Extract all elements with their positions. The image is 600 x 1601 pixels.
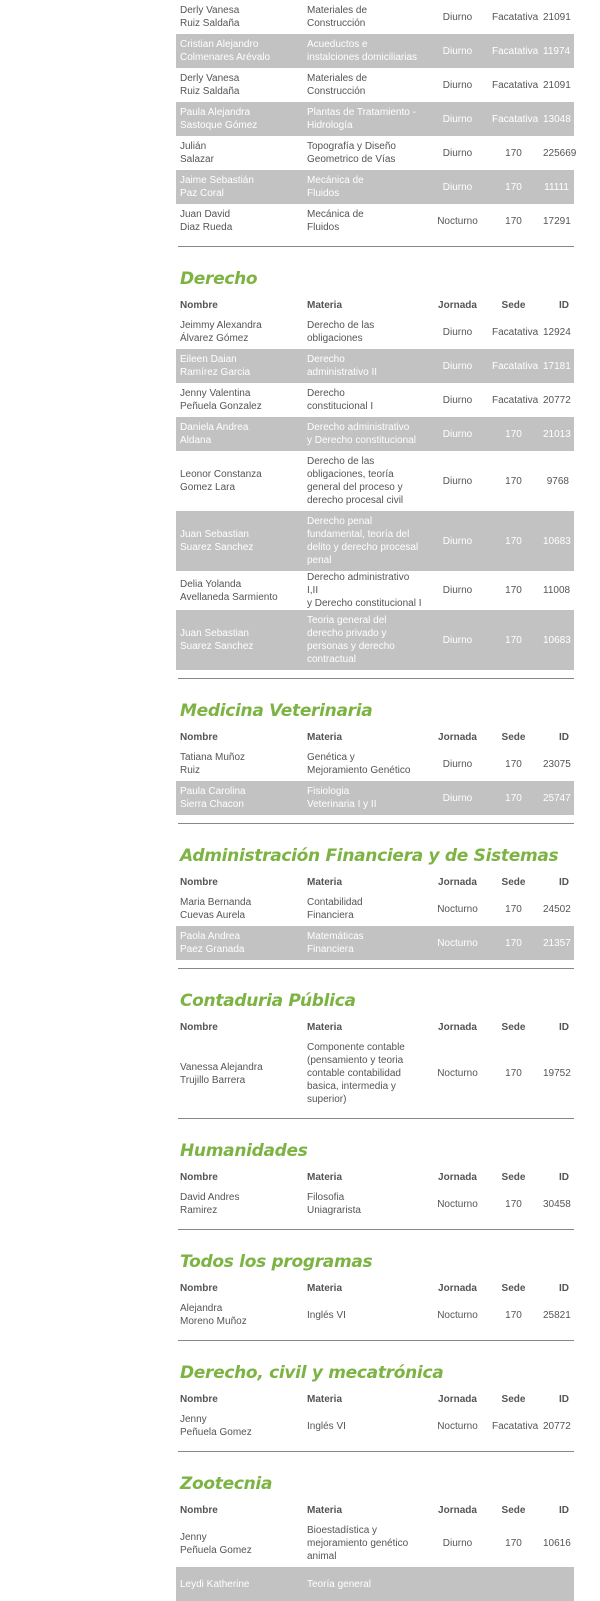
cell-jornada: Diurno [427,349,488,383]
section-gap [176,247,574,257]
table-header [176,291,574,315]
header-jornada: Jornada [438,1171,477,1183]
cell-sede: 170 [505,903,522,915]
cell-materia: Teoria general del derecho privado y personas y derecho contractual [303,610,427,670]
header-jornada: Jornada [438,299,477,311]
cell-materia: Genética y Mejoramiento Genético [307,752,411,776]
cell-jornada: Diurno [442,758,473,770]
table-row [176,926,574,960]
header-id: ID [559,731,569,743]
cell-jornada: Diurno [427,102,488,136]
cell-id: 21357 [539,926,574,960]
header-id: ID [559,1021,569,1033]
table-row [176,1520,574,1567]
table-row [176,349,574,383]
table-header [176,723,574,747]
cell-nombre: Derly Vanesa Ruiz Saldaña [180,73,240,97]
cell-materia: Mecánica de Fluidos [307,209,364,233]
table-row [176,170,574,204]
table-row [176,315,574,349]
cell-sede: Facatativa [488,102,539,136]
header-materia: Materia [307,1393,343,1405]
cell-sede: 170 [488,511,539,571]
cell-id: 25747 [539,781,574,815]
cell-nombre: Julián Salazar [180,141,214,165]
cell-materia: Acueductos e instalciones domiciliarias [303,34,427,68]
header-id: ID [559,1393,569,1405]
cell-id: 20772 [543,394,571,406]
cell-jornada: Diurno [442,326,473,338]
cell-nombre: Jenny Peñuela Gomez [180,1414,252,1438]
cell-sede: 170 [505,215,522,227]
tutor-table [176,0,577,238]
cell-sede: 170 [488,781,539,815]
row-gap [176,960,574,968]
cell-id: 11008 [543,585,571,596]
section-gap [176,1230,574,1240]
cell-jornada: Diurno [427,610,488,670]
section-title: Medicina Veterinaria [180,701,373,721]
cell-materia: Inglés VI [307,1309,346,1321]
cell-sede: Facatativa [492,11,539,23]
table-header [176,868,574,892]
cell-nombre: Vanessa Alejandra Trujillo Barrera [180,1061,263,1086]
tutor-table [176,291,574,670]
cell-jornada: Diurno [442,147,473,159]
cell-nombre: David Andres Ramirez [180,1192,240,1216]
header-sede: Sede [501,876,526,888]
cell-id: 25821 [543,1309,571,1321]
cell-nombre: Cristian Alejandro Colmenares Arévalo [176,34,303,68]
header-nombre: Nombre [180,1171,218,1183]
cell-jornada: Diurno [442,475,473,487]
cell-id: 21091 [543,79,571,91]
table-header [176,1274,574,1298]
cell-id: 19752 [543,1068,571,1079]
table-row [176,34,574,68]
cell-materia: Derecho administrativo y Derecho constitucional [303,417,427,451]
header-nombre: Nombre [180,1504,218,1516]
header-nombre: Nombre [180,876,218,888]
cell-jornada: Nocturno [437,215,478,227]
cell-materia: Bioestadística y mejoramiento genético animal [307,1525,409,1562]
header-id: ID [559,1171,569,1183]
section-title: Todos los programas [180,1252,373,1272]
cell-jornada: Diurno [427,34,488,68]
cell-nombre: Tatiana Muñoz Ruiz [180,752,246,776]
cell-nombre: Leydi Katherine [176,1567,303,1601]
cell-sede: 170 [505,1309,522,1321]
tutor-table [176,1496,574,1601]
table-row [176,102,574,136]
program-section [176,247,574,679]
cell-materia: Derecho de las obligaciones, teoría general del proceso y derecho procesal civil [307,456,404,506]
program-section [176,1119,574,1230]
cell-id: 17291 [543,215,571,227]
table-row [176,204,574,238]
table-row [176,892,574,926]
header-id: ID [559,1504,569,1516]
section-gap [176,679,574,689]
table-row [176,781,574,815]
header-sede: Sede [501,1171,526,1183]
table-row [176,0,574,34]
cell-id: 225669 [543,147,577,159]
cell-jornada: Nocturno [437,1420,478,1432]
header-materia: Materia [307,1504,343,1516]
cell-nombre: Paola Andrea Paez Granada [176,926,303,960]
table-row [176,1298,574,1332]
table-header [176,1385,574,1409]
header-id: ID [559,876,569,888]
cell-materia: Mecánica de Fluidos [303,170,427,204]
cell-jornada: Diurno [427,417,488,451]
cell-nombre: Jenny Peñuela Gomez [180,1531,252,1556]
cell-materia: Plantas de Tratamiento - Hidrología [303,102,427,136]
cell-nombre: Jenny Valentina Peñuela Gonzalez [180,388,262,412]
header-nombre: Nombre [180,731,218,743]
cell-sede: 170 [505,147,522,159]
cell-nombre: Paula Alejandra Sastoque Gómez [176,102,303,136]
header-materia: Materia [307,299,343,311]
cell-sede: 170 [488,926,539,960]
cell-jornada: Nocturno [437,1068,478,1079]
row-gap [176,815,574,823]
cell-id: 10683 [539,511,574,571]
section-title: Zootecnia [180,1474,273,1494]
cell-sede: 170 [505,1068,522,1079]
header-sede: Sede [501,1393,526,1405]
cell-jornada: Diurno [442,1538,473,1549]
header-jornada: Jornada [438,876,477,888]
table-row [176,451,574,511]
cell-id: 20772 [543,1420,571,1432]
cell-id: 12924 [543,326,571,338]
table-row [176,1037,574,1110]
cell-jornada: Nocturno [437,903,478,915]
cell-sede: 170 [488,417,539,451]
tutor-table [176,1163,574,1221]
program-section [176,679,574,824]
cell-nombre: Maria Bernanda Cuevas Aurela [180,897,252,921]
header-materia: Materia [307,731,343,743]
cell-jornada: Diurno [442,585,473,596]
cell-id: 17181 [539,349,574,383]
row-gap [176,238,574,246]
cell-sede: 170 [505,475,522,487]
header-materia: Materia [307,1171,343,1183]
cell-materia: Derecho constitucional I [307,388,374,412]
cell-sede: Facatativa [488,34,539,68]
program-section [176,1230,574,1341]
row-gap [176,1443,574,1451]
table-row [176,417,574,451]
table-header [176,1496,574,1520]
section-title: Humanidades [180,1141,308,1161]
cell-jornada: Diurno [427,170,488,204]
section-gap [176,824,574,834]
header-nombre: Nombre [180,1021,218,1033]
cell-id: 10683 [539,610,574,670]
section-gap [176,969,574,979]
cell-materia: Topografía y Diseño Geometrico de Vías [307,141,396,165]
cell-sede: Facatativa [492,326,539,338]
program-section [176,1452,574,1601]
header-nombre: Nombre [180,1282,218,1294]
cell-materia: Derecho administrativo II [303,349,427,383]
cell-sede: 170 [488,170,539,204]
header-jornada: Jornada [438,1504,477,1516]
cell-materia: Componente contable (pensamiento y teoria contable contabilidad basica, intermedia y superior) [307,1042,405,1105]
header-sede: Sede [501,299,526,311]
table-header [176,1163,574,1187]
cell-sede: 170 [488,610,539,670]
section-gap [176,1341,574,1351]
cell-id: 21091 [543,11,571,23]
cell-materia: Derecho de las obligaciones [307,320,375,344]
cell-id: 23075 [543,758,571,770]
cell-id: 11974 [539,34,574,68]
header-jornada: Jornada [438,1021,477,1033]
cell-materia: Inglés VI [307,1420,346,1432]
header-nombre: Nombre [180,299,218,311]
program-section [176,969,574,1119]
cell-materia: Teoría general [303,1567,427,1601]
cell-jornada [427,1567,488,1601]
header-nombre: Nombre [180,1393,218,1405]
cell-materia: Materiales de Construcción [307,73,368,97]
cell-nombre: Daniela Andrea Aldana [176,417,303,451]
program-section [176,824,574,969]
cell-id: 30458 [543,1198,571,1210]
header-sede: Sede [501,731,526,743]
row-gap [176,1110,574,1118]
cell-materia: Materiales de Construcción [307,5,368,29]
header-sede: Sede [501,1282,526,1294]
section-title: Administración Financiera y de Sistemas [180,846,559,866]
header-jornada: Jornada [438,1393,477,1405]
table-header [176,1013,574,1037]
row-gap [176,670,574,678]
header-id: ID [559,299,569,311]
cell-id: 10616 [543,1538,571,1549]
cell-nombre: Derly Vanesa Ruiz Saldaña [180,5,240,29]
cell-nombre: Juan Sebastian Suarez Sanchez [176,610,303,670]
row-gap [176,1332,574,1340]
cell-id [539,1567,574,1601]
cell-sede: 170 [505,758,522,770]
table-row [176,1187,574,1221]
cell-sede: Facatativa [488,349,539,383]
cell-materia: Derecho administrativo I,II y Derecho constitucional I [307,572,422,609]
cell-nombre: Leonor Constanza Gomez Lara [180,469,262,493]
cell-jornada: Nocturno [437,1309,478,1321]
tutor-directory [176,0,577,1601]
table-row [176,136,574,170]
table-row [176,1567,574,1601]
cell-jornada: Diurno [442,394,473,406]
section-gap [176,1119,574,1129]
table-row [176,511,574,571]
tutor-table [176,723,574,815]
tutor-table [176,1013,574,1110]
section-title: Contaduria Pública [180,991,356,1011]
program-section [176,0,577,247]
table-row [176,571,574,610]
cell-id: 11111 [539,170,574,204]
cell-id: 9768 [546,475,569,487]
table-row [176,747,574,781]
table-row [176,383,574,417]
cell-materia: Derecho penal fundamental, teoría del delito y derecho procesal penal [303,511,427,571]
header-id: ID [559,1282,569,1294]
cell-nombre: Juan Sebastian Suarez Sanchez [176,511,303,571]
cell-nombre: Delia Yolanda Avellaneda Sarmiento [180,578,278,603]
cell-sede: 170 [505,1198,522,1210]
table-row [176,1409,574,1443]
cell-nombre: Eileen Daian Ramírez Garcia [176,349,303,383]
cell-jornada: Nocturno [427,926,488,960]
header-materia: Materia [307,1021,343,1033]
cell-materia: Filosofia Uniagrarista [307,1192,361,1216]
cell-sede: Facatativa [492,1420,539,1432]
section-gap [176,1452,574,1462]
header-materia: Materia [307,1282,343,1294]
cell-materia: Fisiologia Veterinaria I y II [303,781,427,815]
cell-jornada: Diurno [442,79,473,91]
cell-id: 21013 [539,417,574,451]
section-title: Derecho, civil y mecatrónica [180,1363,444,1383]
cell-id: 13048 [539,102,574,136]
cell-sede: Facatativa [492,79,539,91]
cell-sede: 170 [505,1538,522,1549]
program-section [176,1341,574,1452]
cell-materia: Contabilidad Financiera [307,897,363,921]
cell-jornada: Nocturno [437,1198,478,1210]
cell-id: 24502 [543,903,571,915]
cell-nombre: Alejandra Moreno Muñoz [180,1303,247,1327]
table-row [176,610,574,670]
section-title: Derecho [180,269,258,289]
cell-sede: 170 [505,585,522,596]
header-sede: Sede [501,1021,526,1033]
cell-nombre: Juan David Diaz Rueda [180,209,233,233]
cell-nombre: Jaime Sebastián Paz Coral [176,170,303,204]
row-gap [176,1221,574,1229]
cell-nombre: Jeimmy Alexandra Álvarez Gómez [180,320,262,344]
cell-jornada: Diurno [427,511,488,571]
header-jornada: Jornada [438,731,477,743]
cell-sede [488,1567,539,1601]
table-row [176,68,574,102]
tutor-table [176,1274,574,1332]
cell-nombre: Paula Carolina Sierra Chacon [176,781,303,815]
header-materia: Materia [307,876,343,888]
cell-materia: Matemáticas Financiera [303,926,427,960]
cell-sede: Facatativa [492,394,539,406]
header-jornada: Jornada [438,1282,477,1294]
header-sede: Sede [501,1504,526,1516]
tutor-table [176,1385,574,1443]
tutor-table [176,868,574,960]
cell-jornada: Diurno [427,781,488,815]
cell-jornada: Diurno [442,11,473,23]
